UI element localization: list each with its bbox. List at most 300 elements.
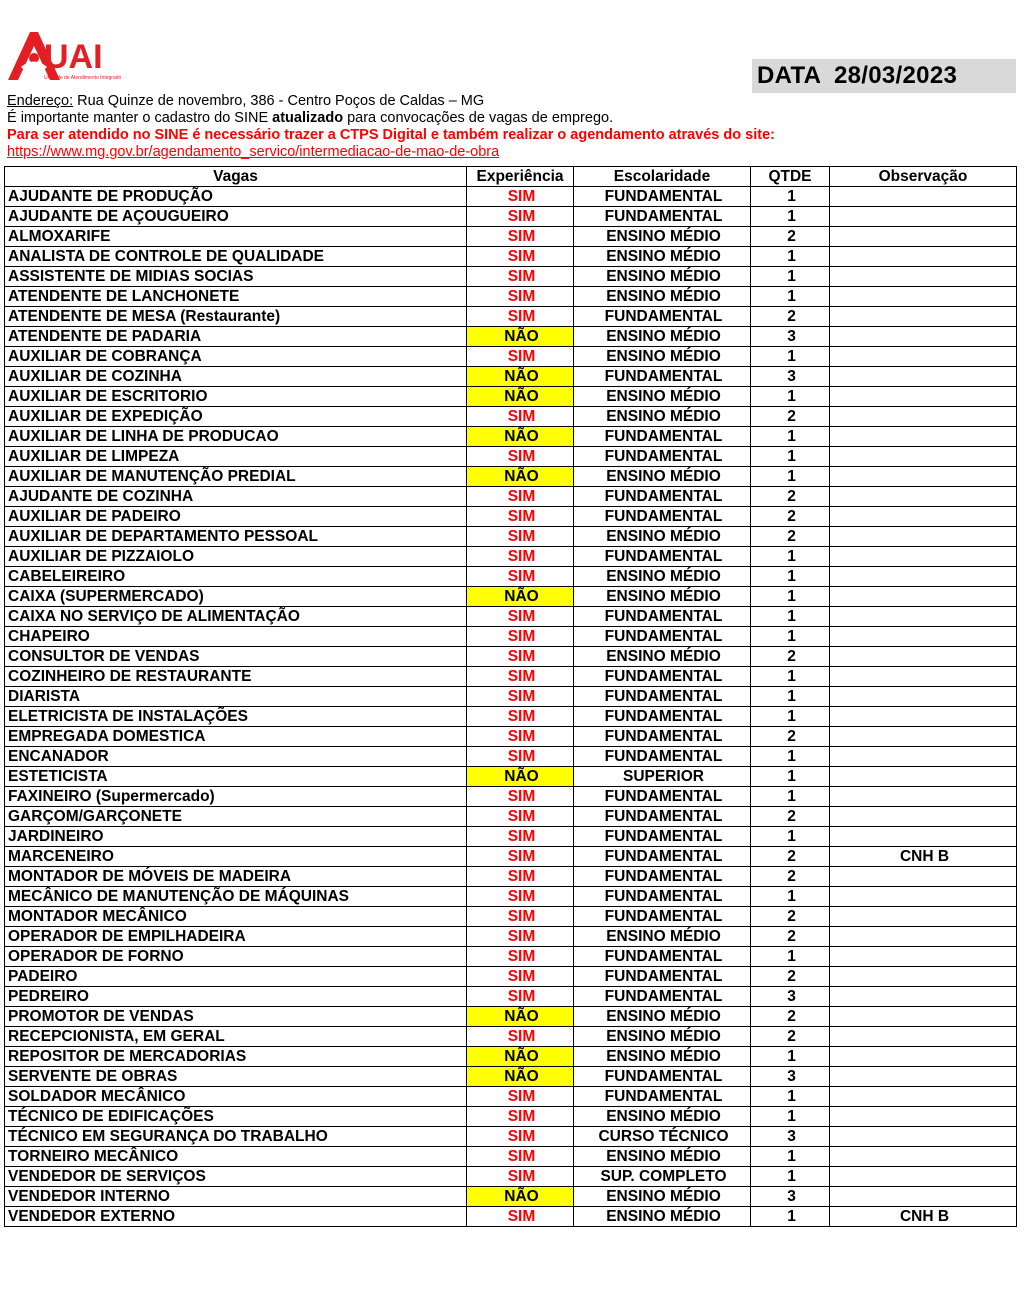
cell-qtde: 1 [751, 667, 830, 687]
cell-experiencia: SIM [467, 867, 574, 887]
cell-escolaridade: FUNDAMENTAL [574, 447, 751, 467]
cell-escolaridade: ENSINO MÉDIO [574, 387, 751, 407]
notice-bold: atualizado [272, 110, 344, 126]
address-text: Rua Quinze de novembro, 386 - Centro Poços de Caldas – MG [73, 93, 485, 109]
cell-experiencia: SIM [467, 887, 574, 907]
cell-escolaridade: FUNDAMENTAL [574, 947, 751, 967]
cell-experiencia: SIM [467, 507, 574, 527]
cell-escolaridade: FUNDAMENTAL [574, 187, 751, 207]
cell-observacao [830, 887, 1017, 907]
cell-vaga: MECÂNICO DE MANUTENÇÃO DE MÁQUINAS [5, 887, 467, 907]
table-row [5, 867, 1017, 887]
cell-escolaridade: ENSINO MÉDIO [574, 267, 751, 287]
cell-observacao [830, 267, 1017, 287]
cell-vaga: DIARISTA [5, 687, 467, 707]
cell-escolaridade: ENSINO MÉDIO [574, 567, 751, 587]
cell-vaga: OPERADOR DE EMPILHADEIRA [5, 927, 467, 947]
cell-qtde: 1 [751, 347, 830, 367]
cell-qtde: 2 [751, 907, 830, 927]
cell-observacao [830, 1167, 1017, 1187]
cell-experiencia: SIM [467, 847, 574, 867]
cell-qtde: 1 [751, 627, 830, 647]
cell-observacao [830, 287, 1017, 307]
cell-observacao [830, 607, 1017, 627]
cell-qtde: 2 [751, 1007, 830, 1027]
table-row [5, 407, 1017, 427]
cell-observacao [830, 727, 1017, 747]
table-row [5, 367, 1017, 387]
address-label: Endereço: [7, 93, 74, 109]
cell-vaga: OPERADOR DE FORNO [5, 947, 467, 967]
cell-vaga: AUXILIAR DE LIMPEZA [5, 447, 467, 467]
cell-vaga: ALMOXARIFE [5, 227, 467, 247]
table-row [5, 1047, 1017, 1067]
col-header-vagas: Vagas [5, 167, 467, 187]
cell-qtde: 2 [751, 807, 830, 827]
cell-experiencia: SIM [467, 787, 574, 807]
cell-vaga: CAIXA NO SERVIÇO DE ALIMENTAÇÃO [5, 607, 467, 627]
table-row [5, 567, 1017, 587]
cell-qtde: 2 [751, 647, 830, 667]
cell-vaga: TORNEIRO MECÂNICO [5, 1147, 467, 1167]
cell-qtde: 1 [751, 267, 830, 287]
cell-experiencia: SIM [467, 287, 574, 307]
cell-qtde: 1 [751, 687, 830, 707]
cell-observacao [830, 1087, 1017, 1107]
table-row [5, 847, 1017, 867]
cell-experiencia: SIM [467, 267, 574, 287]
cell-vaga: ESTETICISTA [5, 767, 467, 787]
table-row [5, 1167, 1017, 1187]
table-row [5, 947, 1017, 967]
cell-observacao: CNH B [830, 1207, 1017, 1227]
cell-escolaridade: FUNDAMENTAL [574, 967, 751, 987]
table-row [5, 507, 1017, 527]
table-row [5, 1027, 1017, 1047]
cell-experiencia: SIM [467, 747, 574, 767]
cell-qtde: 2 [751, 1027, 830, 1047]
uai-logo [6, 24, 122, 86]
cell-observacao [830, 787, 1017, 807]
table-row [5, 247, 1017, 267]
cell-observacao [830, 767, 1017, 787]
cell-experiencia: SIM [467, 347, 574, 367]
cell-experiencia: SIM [467, 247, 574, 267]
cell-experiencia: SIM [467, 927, 574, 947]
cell-escolaridade: FUNDAMENTAL [574, 667, 751, 687]
cell-qtde: 1 [751, 1147, 830, 1167]
table-row [5, 967, 1017, 987]
table-row [5, 747, 1017, 767]
cell-observacao [830, 907, 1017, 927]
cell-vaga: SERVENTE DE OBRAS [5, 1067, 467, 1087]
cell-qtde: 2 [751, 847, 830, 867]
cell-qtde: 1 [751, 947, 830, 967]
cell-experiencia: SIM [467, 807, 574, 827]
cell-vaga: GARÇOM/GARÇONETE [5, 807, 467, 827]
table-row [5, 767, 1017, 787]
cell-experiencia: SIM [467, 627, 574, 647]
cell-escolaridade: ENSINO MÉDIO [574, 1027, 751, 1047]
cell-observacao [830, 467, 1017, 487]
table-row [5, 307, 1017, 327]
cell-observacao [830, 707, 1017, 727]
cell-escolaridade: FUNDAMENTAL [574, 867, 751, 887]
cell-escolaridade: ENSINO MÉDIO [574, 587, 751, 607]
cell-escolaridade: ENSINO MÉDIO [574, 247, 751, 267]
table-row [5, 647, 1017, 667]
cell-vaga: AUXILIAR DE EXPEDIÇÃO [5, 407, 467, 427]
notice-line [7, 110, 1017, 127]
cell-escolaridade: ENSINO MÉDIO [574, 287, 751, 307]
cell-vaga: MONTADOR MECÂNICO [5, 907, 467, 927]
cell-vaga: AUXILIAR DE COBRANÇA [5, 347, 467, 367]
cell-qtde: 1 [751, 787, 830, 807]
cell-vaga: ASSISTENTE DE MIDIAS SOCIAS [5, 267, 467, 287]
cell-observacao [830, 407, 1017, 427]
cell-escolaridade: FUNDAMENTAL [574, 807, 751, 827]
cell-escolaridade: ENSINO MÉDIO [574, 327, 751, 347]
col-header-escolaridade: Escolaridade [574, 167, 751, 187]
cell-vaga: ELETRICISTA DE INSTALAÇÕES [5, 707, 467, 727]
cell-escolaridade: ENSINO MÉDIO [574, 1007, 751, 1027]
cell-qtde: 2 [751, 727, 830, 747]
table-row [5, 447, 1017, 467]
table-row [5, 727, 1017, 747]
cell-observacao [830, 567, 1017, 587]
cell-observacao [830, 687, 1017, 707]
col-header-qtde: QTDE [751, 167, 830, 187]
cell-experiencia: SIM [467, 907, 574, 927]
job-vacancies-table [4, 166, 1017, 1227]
cell-observacao [830, 327, 1017, 347]
cell-experiencia: SIM [467, 967, 574, 987]
cell-observacao [830, 487, 1017, 507]
cell-experiencia: SIM [467, 647, 574, 667]
cell-vaga: ENCANADOR [5, 747, 467, 767]
cell-experiencia: SIM [467, 987, 574, 1007]
cell-vaga: FAXINEIRO (Supermercado) [5, 787, 467, 807]
table-row [5, 587, 1017, 607]
cell-vaga: ATENDENTE DE MESA (Restaurante) [5, 307, 467, 327]
cell-vaga: AUXILIAR DE PIZZAIOLO [5, 547, 467, 567]
cell-qtde: 1 [751, 1167, 830, 1187]
table-row [5, 1147, 1017, 1167]
cell-qtde: 3 [751, 367, 830, 387]
cell-escolaridade: FUNDAMENTAL [574, 707, 751, 727]
cell-escolaridade: FUNDAMENTAL [574, 627, 751, 647]
cell-escolaridade: FUNDAMENTAL [574, 987, 751, 1007]
cell-observacao [830, 247, 1017, 267]
cell-experiencia: SIM [467, 567, 574, 587]
cell-vaga: AJUDANTE DE COZINHA [5, 487, 467, 507]
requirement-text: Para ser atendido no SINE é necessário trazer a CTPS Digital e também realizar o agendamento através do site: [7, 127, 775, 143]
cell-observacao [830, 527, 1017, 547]
date-label: DATA [757, 62, 822, 89]
cell-vaga: CABELEIREIRO [5, 567, 467, 587]
cell-experiencia: SIM [467, 527, 574, 547]
date-value: 28/03/2023 [834, 62, 958, 89]
cell-observacao [830, 447, 1017, 467]
table-row [5, 827, 1017, 847]
cell-observacao [830, 1067, 1017, 1087]
cell-experiencia: NÃO [467, 1187, 574, 1207]
cell-qtde: 1 [751, 447, 830, 467]
cell-experiencia: SIM [467, 407, 574, 427]
cell-qtde: 3 [751, 1127, 830, 1147]
table-row [5, 907, 1017, 927]
table-row [5, 1067, 1017, 1087]
cell-observacao [830, 947, 1017, 967]
cell-vaga: TÉCNICO EM SEGURANÇA DO TRABALHO [5, 1127, 467, 1147]
cell-observacao [830, 547, 1017, 567]
cell-escolaridade: FUNDAMENTAL [574, 547, 751, 567]
cell-qtde: 2 [751, 967, 830, 987]
cell-qtde: 3 [751, 327, 830, 347]
cell-escolaridade: FUNDAMENTAL [574, 907, 751, 927]
cell-experiencia: SIM [467, 667, 574, 687]
cell-escolaridade: FUNDAMENTAL [574, 507, 751, 527]
cell-qtde: 1 [751, 287, 830, 307]
agendamento-link[interactable]: https://www.mg.gov.br/agendamento_servico/intermediacao-de-mao-de-obra [7, 144, 500, 160]
header-info [7, 93, 1017, 161]
table-row [5, 607, 1017, 627]
cell-experiencia: SIM [467, 727, 574, 747]
cell-experiencia: SIM [467, 1147, 574, 1167]
table-row [5, 667, 1017, 687]
cell-observacao [830, 647, 1017, 667]
cell-vaga: AUXILIAR DE ESCRITORIO [5, 387, 467, 407]
table-row [5, 627, 1017, 647]
cell-vaga: REPOSITOR DE MERCADORIAS [5, 1047, 467, 1067]
table-row [5, 527, 1017, 547]
table-row [5, 987, 1017, 1007]
cell-escolaridade: ENSINO MÉDIO [574, 527, 751, 547]
cell-vaga: ANALISTA DE CONTROLE DE QUALIDADE [5, 247, 467, 267]
cell-qtde: 2 [751, 307, 830, 327]
cell-escolaridade: FUNDAMENTAL [574, 687, 751, 707]
cell-vaga: AUXILIAR DE COZINHA [5, 367, 467, 387]
cell-escolaridade: ENSINO MÉDIO [574, 1147, 751, 1167]
table-row [5, 287, 1017, 307]
cell-experiencia: NÃO [467, 327, 574, 347]
cell-experiencia: SIM [467, 187, 574, 207]
table-row [5, 267, 1017, 287]
cell-vaga: RECEPCIONISTA, EM GERAL [5, 1027, 467, 1047]
table-header-row [5, 167, 1017, 187]
cell-vaga: PROMOTOR DE VENDAS [5, 1007, 467, 1027]
cell-vaga: MARCENEIRO [5, 847, 467, 867]
cell-escolaridade: FUNDAMENTAL [574, 487, 751, 507]
cell-qtde: 1 [751, 587, 830, 607]
table-row [5, 807, 1017, 827]
cell-qtde: 1 [751, 767, 830, 787]
cell-observacao [830, 367, 1017, 387]
cell-escolaridade: FUNDAMENTAL [574, 427, 751, 447]
cell-vaga: COZINHEIRO DE RESTAURANTE [5, 667, 467, 687]
cell-qtde: 1 [751, 467, 830, 487]
cell-escolaridade: FUNDAMENTAL [574, 847, 751, 867]
table-body [5, 187, 1017, 1227]
cell-escolaridade: SUP. COMPLETO [574, 1167, 751, 1187]
cell-vaga: ATENDENTE DE PADARIA [5, 327, 467, 347]
cell-experiencia: NÃO [467, 427, 574, 447]
cell-escolaridade: FUNDAMENTAL [574, 727, 751, 747]
cell-vaga: AUXILIAR DE PADEIRO [5, 507, 467, 527]
cell-escolaridade: ENSINO MÉDIO [574, 1187, 751, 1207]
cell-qtde: 1 [751, 1047, 830, 1067]
cell-observacao [830, 1127, 1017, 1147]
cell-qtde: 1 [751, 427, 830, 447]
date-box [752, 59, 1016, 93]
cell-escolaridade: ENSINO MÉDIO [574, 347, 751, 367]
cell-qtde: 1 [751, 1107, 830, 1127]
cell-observacao [830, 207, 1017, 227]
cell-experiencia: SIM [467, 1107, 574, 1127]
table-row [5, 1107, 1017, 1127]
cell-experiencia: SIM [467, 547, 574, 567]
cell-escolaridade: ENSINO MÉDIO [574, 647, 751, 667]
cell-experiencia: SIM [467, 307, 574, 327]
cell-qtde: 2 [751, 867, 830, 887]
cell-escolaridade: FUNDAMENTAL [574, 887, 751, 907]
col-header-experiencia: Experiência [467, 167, 574, 187]
cell-vaga: VENDEDOR INTERNO [5, 1187, 467, 1207]
cell-escolaridade: FUNDAMENTAL [574, 207, 751, 227]
cell-experiencia: SIM [467, 1127, 574, 1147]
logo-text: UAI [44, 38, 103, 76]
cell-qtde: 1 [751, 707, 830, 727]
cell-qtde: 1 [751, 187, 830, 207]
cell-qtde: 3 [751, 1187, 830, 1207]
cell-observacao [830, 967, 1017, 987]
table-row [5, 1127, 1017, 1147]
cell-qtde: 1 [751, 247, 830, 267]
cell-qtde: 1 [751, 207, 830, 227]
table-row [5, 927, 1017, 947]
cell-experiencia: SIM [467, 207, 574, 227]
cell-qtde: 1 [751, 747, 830, 767]
cell-experiencia: NÃO [467, 467, 574, 487]
cell-observacao [830, 827, 1017, 847]
table-row [5, 387, 1017, 407]
table-row [5, 1207, 1017, 1227]
cell-observacao [830, 387, 1017, 407]
cell-vaga: CAIXA (SUPERMERCADO) [5, 587, 467, 607]
cell-observacao: CNH B [830, 847, 1017, 867]
cell-experiencia: NÃO [467, 387, 574, 407]
cell-vaga: TÉCNICO DE EDIFICAÇÕES [5, 1107, 467, 1127]
cell-observacao [830, 927, 1017, 947]
cell-experiencia: SIM [467, 1207, 574, 1227]
cell-observacao [830, 347, 1017, 367]
cell-qtde: 3 [751, 987, 830, 1007]
table-row [5, 1007, 1017, 1027]
cell-experiencia: SIM [467, 707, 574, 727]
cell-vaga: VENDEDOR DE SERVIÇOS [5, 1167, 467, 1187]
col-header-observacao: Observação [830, 167, 1017, 187]
cell-qtde: 1 [751, 607, 830, 627]
cell-experiencia: NÃO [467, 1067, 574, 1087]
cell-observacao [830, 427, 1017, 447]
cell-observacao [830, 1147, 1017, 1167]
table-row [5, 687, 1017, 707]
cell-observacao [830, 987, 1017, 1007]
cell-escolaridade: FUNDAMENTAL [574, 367, 751, 387]
cell-experiencia: SIM [467, 487, 574, 507]
cell-observacao [830, 1187, 1017, 1207]
cell-qtde: 3 [751, 1067, 830, 1087]
cell-observacao [830, 307, 1017, 327]
cell-experiencia: SIM [467, 1027, 574, 1047]
cell-vaga: CHAPEIRO [5, 627, 467, 647]
table-row [5, 187, 1017, 207]
cell-escolaridade: CURSO TÉCNICO [574, 1127, 751, 1147]
table-row [5, 1087, 1017, 1107]
table-row [5, 207, 1017, 227]
cell-experiencia: NÃO [467, 1007, 574, 1027]
cell-vaga: JARDINEIRO [5, 827, 467, 847]
cell-vaga: AUXILIAR DE DEPARTAMENTO PESSOAL [5, 527, 467, 547]
table-row [5, 487, 1017, 507]
cell-experiencia: NÃO [467, 767, 574, 787]
cell-observacao [830, 187, 1017, 207]
cell-experiencia: SIM [467, 1087, 574, 1107]
cell-vaga: PADEIRO [5, 967, 467, 987]
cell-qtde: 1 [751, 387, 830, 407]
cell-qtde: 1 [751, 1087, 830, 1107]
cell-escolaridade: FUNDAMENTAL [574, 1087, 751, 1107]
cell-vaga: EMPREGADA DOMESTICA [5, 727, 467, 747]
notice-text-end: para convocações de vagas de emprego. [343, 110, 614, 126]
address-line [7, 93, 1017, 110]
cell-experiencia: SIM [467, 607, 574, 627]
table-row [5, 227, 1017, 247]
notice-text: É importante manter o cadastro do SINE [7, 110, 273, 126]
cell-observacao [830, 1007, 1017, 1027]
cell-experiencia: NÃO [467, 587, 574, 607]
cell-escolaridade: ENSINO MÉDIO [574, 927, 751, 947]
cell-experiencia: NÃO [467, 1047, 574, 1067]
cell-escolaridade: ENSINO MÉDIO [574, 1107, 751, 1127]
cell-observacao [830, 747, 1017, 767]
cell-vaga: VENDEDOR EXTERNO [5, 1207, 467, 1227]
cell-vaga: MONTADOR DE MÓVEIS DE MADEIRA [5, 867, 467, 887]
table-row [5, 427, 1017, 447]
cell-experiencia: SIM [467, 447, 574, 467]
cell-observacao [830, 1107, 1017, 1127]
cell-escolaridade: FUNDAMENTAL [574, 747, 751, 767]
cell-escolaridade: FUNDAMENTAL [574, 787, 751, 807]
cell-qtde: 2 [751, 487, 830, 507]
table-row [5, 547, 1017, 567]
cell-observacao [830, 587, 1017, 607]
uai-logo-mark [6, 24, 122, 86]
cell-qtde: 1 [751, 827, 830, 847]
cell-vaga: ATENDENTE DE LANCHONETE [5, 287, 467, 307]
cell-escolaridade: ENSINO MÉDIO [574, 407, 751, 427]
cell-experiencia: NÃO [467, 367, 574, 387]
table-row [5, 467, 1017, 487]
cell-experiencia: SIM [467, 687, 574, 707]
table-row [5, 347, 1017, 367]
cell-escolaridade: FUNDAMENTAL [574, 1067, 751, 1087]
cell-vaga: AUXILIAR DE MANUTENÇÃO PREDIAL [5, 467, 467, 487]
cell-escolaridade: SUPERIOR [574, 767, 751, 787]
cell-vaga: AJUDANTE DE AÇOUGUEIRO [5, 207, 467, 227]
table-row [5, 1187, 1017, 1207]
cell-qtde: 1 [751, 567, 830, 587]
